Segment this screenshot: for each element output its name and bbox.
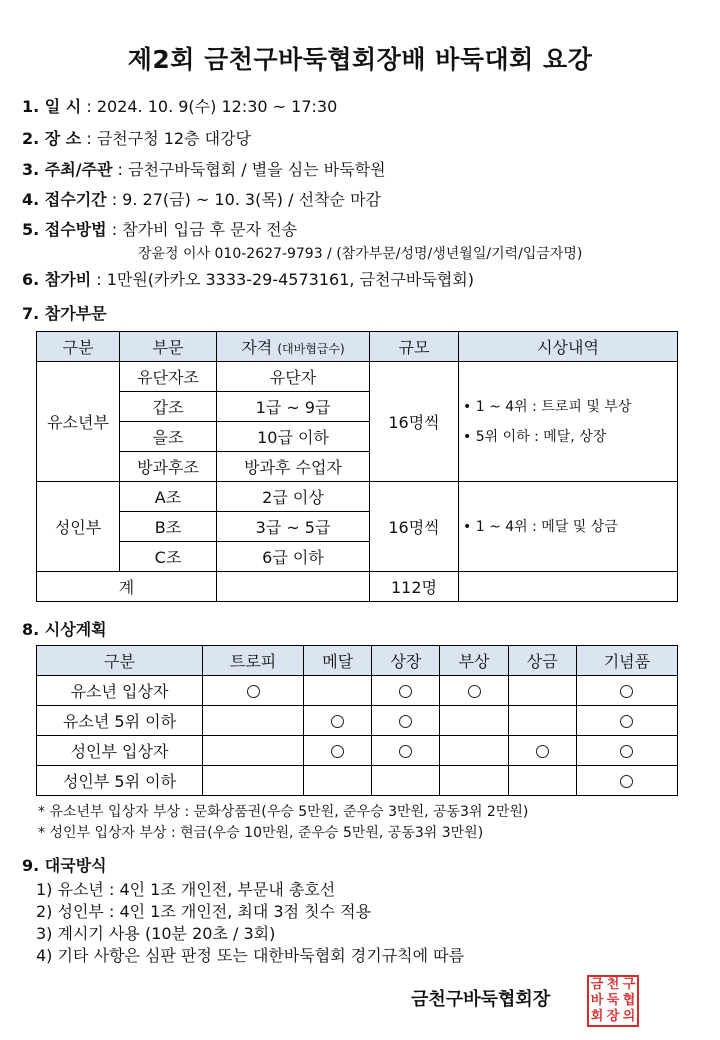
circle-mark-icon — [247, 685, 260, 698]
header-bumun: 부문 — [120, 332, 217, 362]
page-title: 제2회 금천구바둑협회장배 바둑대회 요강 — [127, 45, 593, 74]
circle-mark-icon — [620, 775, 633, 788]
item-method-contact: 장윤정 이사 010-2627-9793 / (참가부문/성명/생년월일/기력/입금자명) — [138, 246, 583, 262]
award-cell — [440, 736, 508, 766]
award-row-name: 성인부 5위 이하 — [37, 766, 203, 796]
award-cell — [576, 706, 677, 736]
item-method-label: 5. 접수방법 — [22, 220, 107, 239]
item-date — [22, 97, 337, 117]
rule-item: 4) 기타 사항은 심판 판정 또는 대한바둑협회 경기규칙에 따름 — [36, 946, 465, 965]
item-method — [22, 220, 297, 240]
award-cell — [508, 676, 576, 706]
award-cell — [372, 766, 440, 796]
item-period — [22, 190, 381, 210]
award-cell — [203, 706, 304, 736]
item-period-label: 4. 접수기간 — [22, 190, 107, 209]
table-row — [37, 362, 678, 392]
awards-header: 상금 — [508, 646, 576, 676]
total-label: 계 — [37, 572, 217, 602]
award-cell — [372, 736, 440, 766]
header-qualification: 자격 (대바협급수) — [217, 332, 370, 362]
awards-header: 부상 — [440, 646, 508, 676]
circle-mark-icon — [620, 745, 633, 758]
awards-header: 기념품 — [576, 646, 677, 676]
award-cell — [440, 766, 508, 796]
item-venue-label: 2. 장 소 — [22, 129, 82, 148]
qualification-cell: 유단자 — [217, 362, 370, 392]
award-cell — [304, 676, 372, 706]
award-row-name: 유소년 5위 이하 — [37, 706, 203, 736]
award-cell — [508, 736, 576, 766]
header-scale: 규모 — [370, 332, 459, 362]
award-cell — [372, 706, 440, 736]
awards-header: 메달 — [304, 646, 372, 676]
award-row-name: 유소년 입상자 — [37, 676, 203, 706]
category-cell: A조 — [120, 482, 217, 512]
table-row — [37, 766, 678, 796]
total-value: 112명 — [370, 572, 459, 602]
circle-mark-icon — [468, 685, 481, 698]
award-cell — [203, 736, 304, 766]
total-empty-cell — [217, 572, 370, 602]
award-cell — [372, 676, 440, 706]
divisions-table — [36, 331, 678, 602]
award-cell — [304, 766, 372, 796]
award-cell — [576, 736, 677, 766]
item-date-value: : 2024. 10. 9(수) 12:30 ~ 17:30 — [81, 97, 338, 116]
item-host — [22, 160, 386, 180]
award-cell — [576, 676, 677, 706]
section-divisions-heading: 7. 참가부문 — [22, 304, 107, 323]
youth-scale: 16명씩 — [370, 362, 459, 482]
rule-item: 1) 유소년 : 4인 1조 개인전, 부문내 총호선 — [36, 880, 336, 899]
category-cell: 방과후조 — [120, 452, 217, 482]
circle-mark-icon — [399, 685, 412, 698]
youth-prize: • 1 ~ 4위 : 트로피 및 부상 • 5위 이하 : 메달, 상장 — [459, 362, 678, 482]
note-adult-prize: * 성인부 입상자 부상 : 현금(우승 10만원, 준우승 5만원, 공동3위 3만원) — [38, 825, 484, 841]
qualification-cell: 10급 이하 — [217, 422, 370, 452]
circle-mark-icon — [620, 715, 633, 728]
award-cell — [304, 706, 372, 736]
official-seal: 금 천 구 바 둑 협 회 장 의 — [587, 975, 639, 1027]
youth-division-name: 유소년부 — [37, 362, 120, 482]
header-gubun: 구분 — [37, 332, 120, 362]
rule-item: 2) 성인부 : 4인 1조 개인전, 최대 3점 칫수 적용 — [36, 902, 372, 921]
table-row — [37, 482, 678, 512]
table-header-row — [37, 646, 678, 676]
qualification-cell: 2급 이상 — [217, 482, 370, 512]
award-cell — [203, 676, 304, 706]
total-empty-cell — [459, 572, 678, 602]
total-row — [37, 572, 678, 602]
category-cell: 을조 — [120, 422, 217, 452]
adult-prize: • 1 ~ 4위 : 메달 및 상금 — [459, 482, 678, 572]
category-cell: 유단자조 — [120, 362, 217, 392]
award-row-name: 성인부 입상자 — [37, 736, 203, 766]
rule-item: 3) 계시기 사용 (10분 20초 / 3회) — [36, 924, 276, 943]
award-cell — [440, 676, 508, 706]
category-cell: C조 — [120, 542, 217, 572]
item-fee — [22, 270, 474, 290]
table-row — [37, 676, 678, 706]
adult-scale: 16명씩 — [370, 482, 459, 572]
qualification-cell: 방과후 수업자 — [217, 452, 370, 482]
item-fee-label: 6. 참가비 — [22, 270, 92, 289]
awards-header: 구분 — [37, 646, 203, 676]
table-row — [37, 736, 678, 766]
table-header-row — [37, 332, 678, 362]
award-cell — [508, 706, 576, 736]
item-date-label: 1. 일 시 — [22, 97, 82, 116]
awards-header: 상장 — [372, 646, 440, 676]
qualification-cell: 1급 ~ 9급 — [217, 392, 370, 422]
award-cell — [440, 706, 508, 736]
award-cell — [576, 766, 677, 796]
award-cell — [203, 766, 304, 796]
awards-header: 트로피 — [203, 646, 304, 676]
item-fee-value: : 1만원(카카오 3333-29-4573161, 금천구바둑협회) — [91, 270, 474, 289]
item-venue-value: : 금천구청 12층 대강당 — [81, 129, 252, 148]
item-method-value: : 참가비 입금 후 문자 전송 — [106, 220, 298, 239]
awards-table — [36, 645, 678, 796]
item-period-value: : 9. 27(금) ~ 10. 3(목) / 선착순 마감 — [106, 190, 381, 209]
qualification-cell: 3급 ~ 5급 — [217, 512, 370, 542]
organizer-signature: 금천구바둑협회장 — [411, 989, 551, 1010]
circle-mark-icon — [536, 745, 549, 758]
circle-mark-icon — [399, 745, 412, 758]
item-host-label: 3. 주최/주관 — [22, 160, 113, 179]
circle-mark-icon — [331, 715, 344, 728]
qualification-cell: 6급 이하 — [217, 542, 370, 572]
section-awards-heading: 8. 시상계획 — [22, 620, 107, 639]
note-youth-prize: * 유소년부 입상자 부상 : 문화상품권(우승 5만원, 준우승 3만원, 공동3위 2만원) — [38, 804, 529, 820]
category-cell: 갑조 — [120, 392, 217, 422]
award-cell — [508, 766, 576, 796]
circle-mark-icon — [331, 745, 344, 758]
adult-division-name: 성인부 — [37, 482, 120, 572]
item-host-value: : 금천구바둑협회 / 별을 심는 바둑학원 — [112, 160, 386, 179]
header-prize: 시상내역 — [459, 332, 678, 362]
circle-mark-icon — [620, 685, 633, 698]
award-cell — [304, 736, 372, 766]
section-rules-heading: 9. 대국방식 — [22, 856, 107, 875]
table-row — [37, 706, 678, 736]
category-cell: B조 — [120, 512, 217, 542]
circle-mark-icon — [399, 715, 412, 728]
item-venue — [22, 129, 251, 149]
